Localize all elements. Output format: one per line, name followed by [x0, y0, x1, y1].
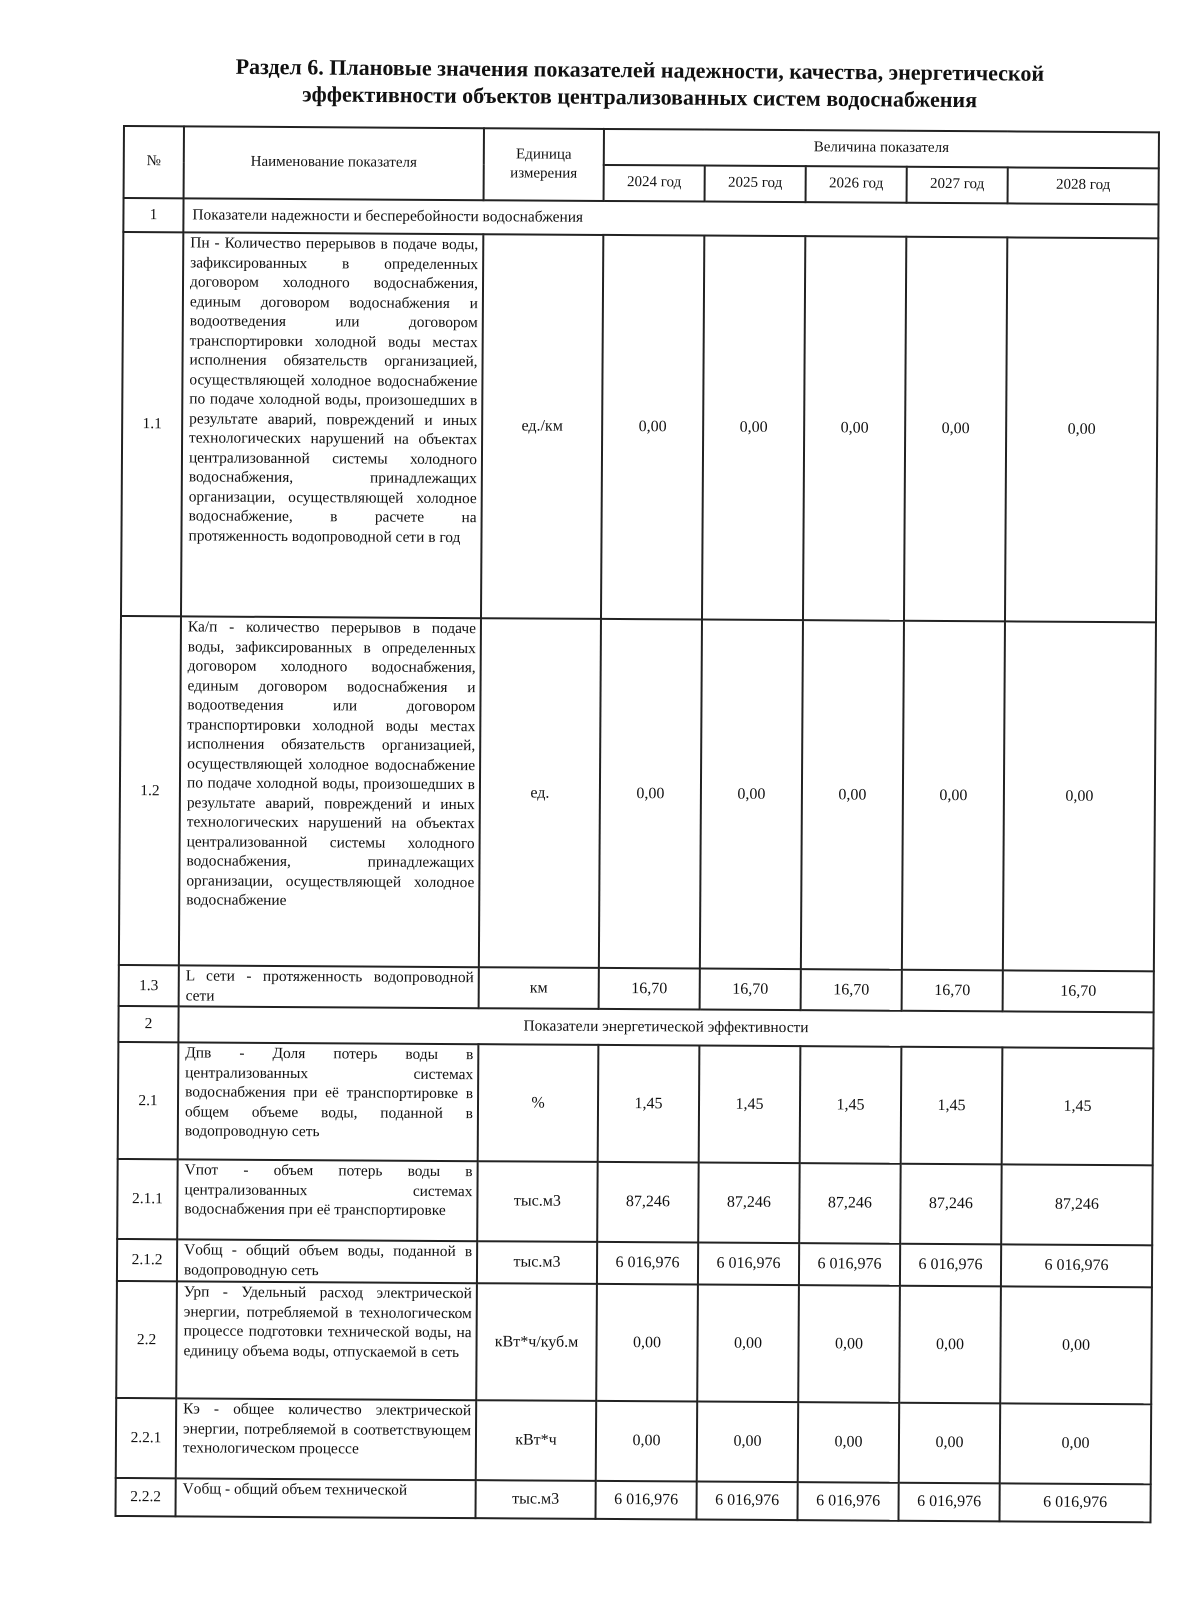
row-name: Дпв - Доля потерь воды в централизованных системах водоснабжения при её транспортировке в общем объеме воды, поданной в водопроводную сеть [178, 1042, 479, 1161]
header-year: 2025 год [705, 166, 806, 203]
section-num: 1 [123, 198, 183, 232]
row-value: 0,00 [697, 1402, 798, 1483]
row-value: 0,00 [798, 1402, 899, 1483]
row-value: 6 016,976 [597, 1242, 698, 1285]
row-num: 2.1.1 [117, 1159, 177, 1239]
row-num: 2.1.2 [117, 1239, 177, 1281]
row-value: 6 016,976 [696, 1482, 797, 1521]
indicators-table [114, 125, 1160, 1523]
row-value: 16,70 [599, 968, 700, 1010]
row-unit: тыс.м3 [477, 1161, 597, 1242]
row-value: 87,246 [799, 1163, 900, 1244]
row-unit: ед. [479, 618, 601, 968]
row-value: 1,45 [598, 1045, 700, 1163]
header-year: 2026 год [806, 166, 907, 203]
row-value: 0,00 [702, 236, 805, 621]
row-unit: кВт*ч/куб.м [476, 1283, 597, 1401]
row-value: 0,00 [1005, 237, 1158, 622]
section-title-cell: Показатели надежности и бесперебойности водоснабжения [183, 198, 1158, 238]
header-year: 2027 год [907, 167, 1008, 204]
row-value: 0,00 [902, 621, 1005, 971]
row-num: 2.2.2 [116, 1478, 176, 1516]
row-name: Vобщ - общий объем воды, поданной в водопроводную сеть [177, 1239, 477, 1283]
row-num: 2.2.1 [116, 1398, 176, 1478]
row-value: 1,45 [901, 1047, 1003, 1165]
table-row [118, 1042, 1154, 1165]
table-row [117, 1239, 1152, 1287]
row-name: Vпот - объем потерь воды в централизованных системах водоснабжения при её транспортировке [177, 1159, 477, 1241]
row-value: 16,70 [902, 970, 1003, 1012]
row-value: 0,00 [904, 237, 1007, 622]
table-row [116, 1398, 1152, 1484]
row-value: 6 016,976 [900, 1244, 1001, 1287]
row-unit: ед./км [481, 234, 603, 619]
row-value: 6 016,976 [898, 1483, 999, 1522]
table-row [116, 1478, 1151, 1522]
row-name: Урп - Удельный расход электрической энергии, потребляемой в технологическом процессе подготовки технической воды, на единицу объема воды, отпускаемой в сеть [176, 1281, 477, 1400]
row-unit: кВт*ч [476, 1400, 596, 1481]
row-value: 6 016,976 [595, 1481, 696, 1520]
row-num: 1.3 [119, 965, 179, 1006]
row-value: 87,246 [698, 1163, 799, 1244]
row-value: 16,70 [801, 969, 902, 1011]
section-title [150, 52, 1130, 115]
header-unit: Единица измерения [484, 128, 604, 201]
row-value: 1,45 [699, 1046, 801, 1164]
row-name: Кэ - общее количество электрической энергии, потребляемой в соответствующем технологическом процессе [176, 1398, 476, 1480]
row-value: 0,00 [899, 1403, 1000, 1484]
section-title-line-1: Раздел 6. Плановые значения показателей надежности, качества, энергетической [235, 53, 1045, 86]
table-header [124, 126, 1159, 204]
header-year: 2024 год [604, 165, 705, 202]
row-value: 87,246 [597, 1162, 698, 1243]
row-value: 87,246 [1001, 1164, 1153, 1245]
row-num: 1.2 [119, 616, 181, 965]
header-year: 2028 год [1008, 167, 1159, 204]
table-row [121, 232, 1158, 622]
row-value: 0,00 [1000, 1403, 1152, 1484]
indicators-table-wrapper [114, 125, 1157, 1523]
row-value: 6 016,976 [1001, 1244, 1152, 1287]
row-value: 0,00 [899, 1286, 1001, 1404]
section-title-cell: Показатели энергетической эффективности [178, 1006, 1153, 1048]
row-unit: км [479, 967, 599, 1009]
table-row [119, 965, 1154, 1012]
row-name: Ка/п - количество перерывов в подаче воды, зафиксированных в определенных договором холодного водоснабжения, единым договором водоснабжения и водоотведения или договором транспортировки холодной воды местах исполнения обязательств организацией, осуществляющей холодное водоснабжение по подаче холодной воды, произошедших в результате аварий, повреждений и иных технологических нарушений на объектах централизованной системы холодного водоснабжения, принадлежащих организации, осуществляющей холодное водоснабжение [179, 616, 481, 967]
row-unit: тыс.м3 [475, 1480, 595, 1519]
row-unit: тыс.м3 [477, 1241, 597, 1284]
row-value: 0,00 [801, 620, 904, 970]
row-value: 6 016,976 [799, 1243, 900, 1286]
section-title-line-2: эффективности объектов централизованных систем водоснабжения [302, 81, 978, 113]
row-value: 6 016,976 [797, 1482, 898, 1521]
row-value: 87,246 [900, 1164, 1001, 1245]
row-unit: % [478, 1044, 599, 1162]
header-name: Наименование показателя [184, 126, 484, 200]
row-value: 1,45 [800, 1046, 902, 1164]
row-name: Пн - Количество перерывов в подаче воды, зафиксированных в определенных договором холодного водоснабжения, единым договором водоснабжения и водоотведения или договором транспортировки холодной воды местах исполнения обязательств организацией, осуществляющей холодное водоснабжение по подаче холодной воды, произошедших в результате аварий, повреждений и иных технологических нарушений на объектах централизованной системы холодного водоснабжения, принадлежащих организации, осуществляющей холодное водоснабжение, в расчете на протяженность водопроводной сети в год [181, 232, 483, 618]
header-value-group: Величина показателя [604, 129, 1159, 168]
row-value: 0,00 [596, 1401, 697, 1482]
table-row [119, 616, 1156, 971]
row-name: Vобщ - общий объем технической [176, 1478, 476, 1518]
row-value: 1,45 [1002, 1047, 1154, 1165]
row-value: 0,00 [700, 620, 803, 970]
section-num: 2 [118, 1006, 178, 1042]
table-row [117, 1159, 1153, 1245]
row-name: L сети - протяженность водопроводной сети [179, 965, 479, 1008]
row-value: 0,00 [803, 236, 906, 621]
row-value: 16,70 [1003, 970, 1154, 1012]
table-body [116, 198, 1159, 1522]
row-value: 6 016,976 [698, 1243, 799, 1286]
row-value: 0,00 [596, 1284, 698, 1402]
row-value: 0,00 [1000, 1286, 1152, 1404]
row-num: 1.1 [121, 232, 183, 616]
row-num: 2.2 [116, 1281, 177, 1398]
row-value: 0,00 [1003, 621, 1156, 971]
row-value: 0,00 [601, 235, 704, 620]
table-row [116, 1281, 1152, 1404]
row-value: 0,00 [798, 1285, 900, 1403]
header-num: № [124, 126, 184, 198]
row-num: 2.1 [118, 1042, 179, 1159]
row-value: 0,00 [599, 619, 702, 969]
row-value: 6 016,976 [999, 1483, 1150, 1522]
row-value: 16,70 [700, 969, 801, 1011]
row-value: 0,00 [697, 1285, 799, 1403]
